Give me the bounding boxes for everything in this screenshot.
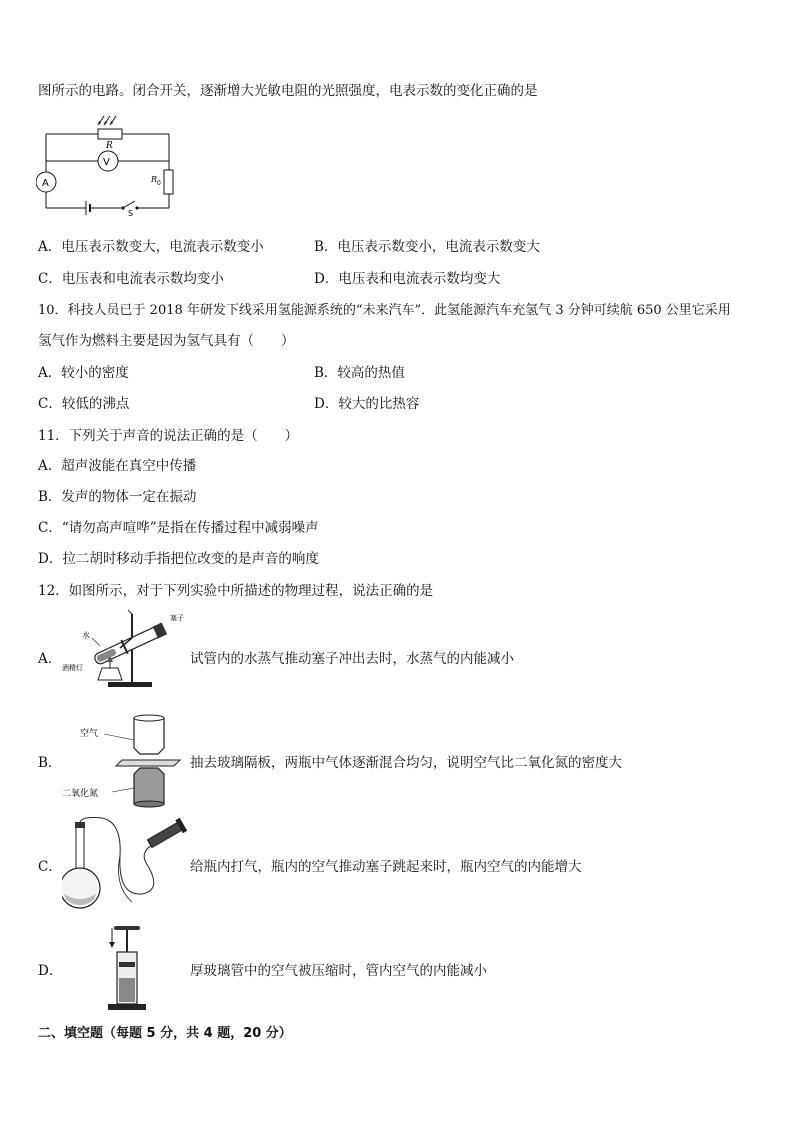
q10-stem-line1: 10．科技人员已于 2018 年研发下线采用氢能源系统的“未来汽车”．此氢能源汽车充氢气 3 分钟可续航 650 公里它采用: [38, 303, 731, 318]
fixed-resistor: [164, 170, 173, 194]
r-label: R: [106, 141, 113, 151]
q10-stem-line2: 氢气作为燃料主要是因为氢气具有（ ）: [38, 333, 295, 349]
q12-item-b-text: 抽去玻璃隔板，两瓶中气体逐渐混合均匀，说明空气比二氧化氮的密度大: [190, 755, 622, 771]
label-no2: 二氧化氮: [62, 789, 99, 799]
voltmeter-label: V: [103, 157, 110, 168]
q9-option-b: B．电压表示数变小，电流表示数变大: [314, 239, 540, 255]
q10-option-b: B．较高的热值: [314, 365, 405, 381]
label-stopper: 塞子: [170, 614, 184, 622]
q11-option-d: D．拉二胡时移动手指把位改变的是声音的响度: [38, 551, 319, 567]
q11-option-a: A．超声波能在真空中传播: [38, 458, 197, 474]
q12-figure-b-gas-diffusion: [62, 712, 188, 810]
section-2-title: 二、填空题（每题 5 分，共 4 题，20 分）: [38, 1026, 292, 1041]
q9-stem: 图所示的电路。闭合开关，逐渐增大光敏电阻的光照强度，电表示数的变化正确的是: [38, 83, 538, 99]
q12-item-b-letter: B．: [38, 755, 62, 771]
q12-stem: 12．如图所示，对于下列实验中所描述的物理过程，说法正确的是: [38, 583, 434, 599]
q11-stem: 11．下列关于声音的说法正确的是（ ）: [38, 428, 299, 444]
q9-option-a: A．电压表示数变大，电流表示数变小: [38, 239, 264, 255]
switch-icon: [123, 201, 135, 208]
label-water: 水: [82, 631, 90, 640]
q10-option-d: D．较大的比热容: [314, 396, 420, 412]
q12-figure-d-compression-tube: [62, 922, 188, 1016]
r0-label: R: [151, 175, 158, 184]
q12-item-c-text: 给瓶内打气，瓶内的空气推动塞子跳起来时，瓶内空气的内能增大: [190, 859, 582, 875]
switch-label: S: [128, 209, 134, 217]
r0-subscript: 0: [157, 180, 161, 187]
ammeter-label: A: [42, 178, 49, 189]
q12-item-d-text: 厚玻璃管中的空气被压缩时，管内空气的内能减小: [190, 963, 487, 979]
q12-figure-a-test-tube-heating: [62, 608, 188, 690]
photoresistor: [98, 129, 122, 139]
q11-option-c: C．“请勿高声喧哗”是指在传播过程中减弱噪声: [38, 520, 319, 536]
q12-item-a-text: 试管内的水蒸气推动塞子冲出去时，水蒸气的内能减小: [190, 651, 514, 667]
q12-item-c-letter: C．: [38, 859, 62, 875]
q10-option-c: C．较低的沸点: [38, 396, 130, 412]
label-alcohol-lamp: 酒精灯: [62, 664, 83, 672]
q9-circuit-diagram: [36, 112, 186, 217]
q12-item-a-letter: A．: [38, 651, 62, 667]
label-air: 空气: [80, 729, 99, 739]
q10-option-a: A．较小的密度: [38, 365, 129, 381]
q9-option-d: D．电压表和电流表示数均变大: [314, 271, 501, 287]
q9-option-c: C．电压表和电流表示数均变小: [38, 271, 224, 287]
q11-option-b: B．发声的物体一定在振动: [38, 489, 197, 505]
q12-figure-c-flask-pump: [62, 816, 188, 914]
q12-item-d-letter: D．: [38, 963, 63, 979]
